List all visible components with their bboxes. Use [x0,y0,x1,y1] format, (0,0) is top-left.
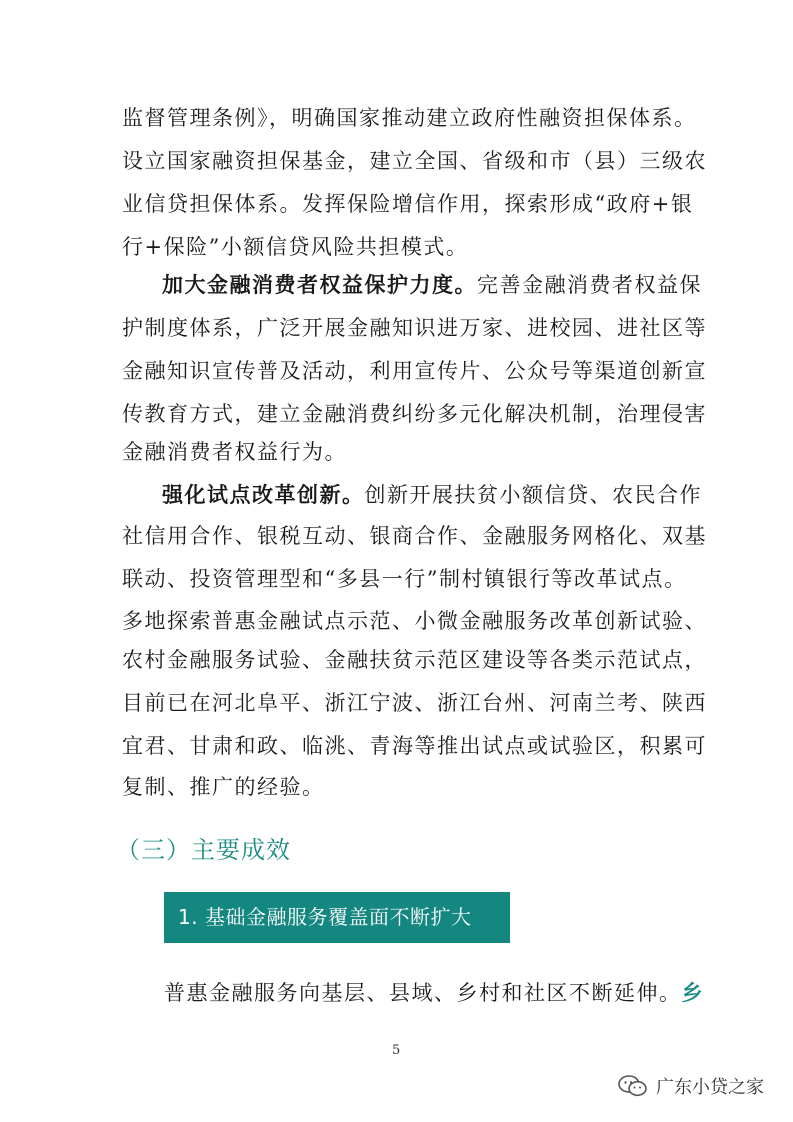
paragraph-first-line [164,978,704,1008]
paragraph-line: 金融消费者权益行为。 [122,440,347,464]
paragraph-text: 普惠金融服务向基层、县域、乡村和社区不断延伸。 [164,981,682,1005]
paragraph-line: 联动、投资管理型和“多县一行”制村镇银行等改革试点。 [122,567,687,591]
paragraph-first-line [162,270,702,300]
watermark-text: 广东小贷之家 [656,1077,764,1098]
paragraph-line: 设立国家融资担保基金，建立全国、省级和市（县）三级农 [122,149,707,173]
watermark [618,1073,764,1099]
paragraph-line: 监督管理条例》，明确国家推动建立政府性融资担保体系。 [122,106,697,130]
paragraph-first-line [162,480,702,510]
paragraph-line: 护制度体系，广泛开展金融知识进万家、进校园、进社区等 [122,316,707,340]
paragraph-line: 复制、推广的经验。 [122,775,325,799]
paragraph-line: 多地探索普惠金融试点示范、小微金融服务改革创新试验、 [122,609,707,633]
paragraph-heading: 加大金融消费者权益保护力度。 [162,272,477,297]
paragraph-line: 宜君、甘肃和政、临洮、青海等推出试点或试验区，积累可 [122,734,707,758]
section-heading: （三）主要成效 [116,836,291,864]
paragraph-line: 社信用合作、银税互动、银商合作、金融服务网格化、双基 [122,524,707,548]
paragraph-text: 创新开展扶贫小额信贷、农民合作 [364,483,702,507]
paragraph-line: 业信贷担保体系。发挥保险增信作用，探索形成“政府+银 [122,192,694,216]
paragraph-text-continued: 乡 [681,980,704,1005]
paragraph-text: 完善金融消费者权益保 [477,273,702,297]
page-number: 5 [392,1043,401,1058]
subsection-banner: 1. 基础金融服务覆盖面不断扩大 [164,892,510,943]
paragraph-line: 行+保险”小额信贷风险共担模式。 [122,235,469,259]
wechat-icon [618,1074,648,1098]
paragraph-line: 目前已在河北阜平、浙江宁波、浙江台州、河南兰考、陕西 [122,691,707,715]
paragraph-line: 传教育方式，建立金融消费纠纷多元化解决机制，治理侵害 [122,402,707,426]
paragraph-line: 金融知识宣传普及活动，利用宣传片、公众号等渠道创新宣 [122,359,707,383]
paragraph-line: 农村金融服务试验、金融扶贫示范区建设等各类示范试点， [122,648,707,672]
paragraph-heading: 强化试点改革创新。 [162,482,365,507]
